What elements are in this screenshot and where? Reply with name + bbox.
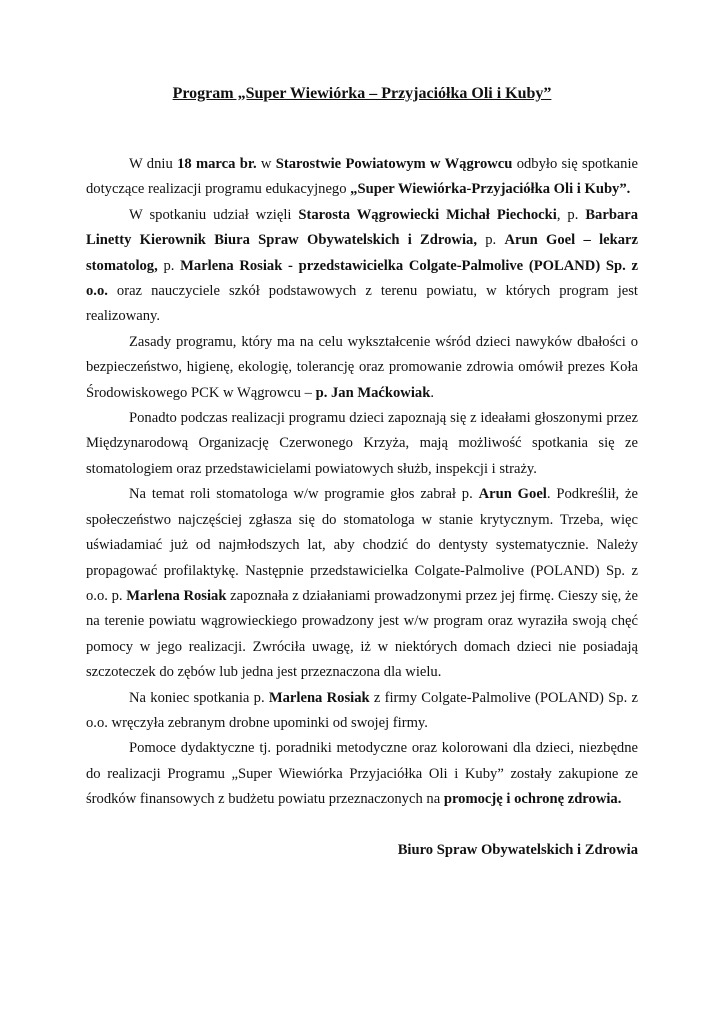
paragraph-participants <box>86 203 638 330</box>
text-run: Zasady programu, który ma na celu wykształcenie wśród dzieci nawyków dbałości o bezpieczeństwo, higienę, ekologię, tolerancję oraz promowanie zdrowia omówił prezes Koła Środowiskowego PCK w Wągrowcu – <box>86 333 638 401</box>
paragraph-dentist-speech <box>86 482 638 685</box>
bold-text-run: Starosta Wągrowiecki Michał Piechocki <box>298 206 557 223</box>
bold-text-run: p. Jan Maćkowiak <box>315 384 431 401</box>
document-title: Program „Super Wiewiórka – Przyjaciółka Oli i Kuby” <box>172 85 552 102</box>
text-run: z firmy Colgate-Palmolive (POLAND) Sp. z o.o. wręczyła zebranym drobne upominki od swojej firmy. <box>86 689 638 731</box>
bold-text-run: Marlena Rosiak <box>126 587 227 604</box>
paragraph-gifts <box>86 686 638 737</box>
bold-text-run: promocję i ochronę zdrowia. <box>443 791 622 808</box>
text-run: Ponadto podczas realizacji programu dzieci zapoznają się z ideałami głoszonymi przez Międzynarodową Organizację Czerwonego Krzyża, mają możliwość spotkania się ze stomatologiem oraz przedstawicielami powiatowych służb, inspekcji i straży. <box>86 410 638 477</box>
document-page <box>86 84 638 861</box>
text-run: Pomoce dydaktyczne tj. poradniki metodyczne oraz kolorowani dla dzieci, niezbędne do realizacji Programu „Super Wiewiórka Przyjaciółka Oli i Kuby” zostały zakupione ze środków finansowych z budżetu powiatu przeznaczonych na <box>86 740 638 808</box>
paragraph-red-cross <box>86 406 638 482</box>
text-run: zapoznała z działaniami prowadzonymi przez jej firmę. Cieszy się, że na terenie powiatu wągrowieckiego prowadzony jest w/w program oraz wyraziła swoją chęć pomocy w jego realizacji. Zwróciła uwagę, iż w niektórych domach dzieci nie posiadają szczoteczek do zębów lub jedna jest przeznaczona dla wielu. <box>86 587 638 681</box>
text-run: oraz nauczyciele szkół podstawowych z terenu powiatu, w których program jest realizowany. <box>86 283 638 325</box>
bold-text-run: Starostwie Powiatowym w Wągrowcu <box>275 156 513 172</box>
text-run: W dniu <box>129 156 178 172</box>
text-run: , p. <box>556 206 586 223</box>
bold-text-run: Marlena Rosiak - przedstawicielka Colgate-Palmolive (POLAND) Sp. z o.o. <box>86 257 638 300</box>
text-run: w <box>256 156 276 172</box>
signature: Biuro Spraw Obywatelskich i Zdrowia <box>397 841 638 858</box>
text-run: p. <box>476 232 505 249</box>
text-run: odbyło się spotkanie dotyczące realizacji programu edukacyjnego <box>86 156 638 198</box>
text-run: . Podkreślił, że społeczeństwo najczęściej zgłasza się do stomatologa w stanie krytycznym. Trzeba, więc uświadamiać już od najmłodszych lat, aby chodzić do dentysty systematycznie. Należy propagować profilaktykę. Następnie przedstawicielka Colgate-Palmolive (POLAND) Sp. z o.o. p. <box>86 486 638 604</box>
bold-text-run: „Super Wiewiórka-Przyjaciółka Oli i Kuby”. <box>350 181 631 198</box>
paragraph-program-rules <box>86 330 638 406</box>
bold-text-run: 18 marca br. <box>177 156 257 172</box>
paragraph-teaching-aids <box>86 736 638 812</box>
bold-text-run: Arun Goel <box>478 486 547 503</box>
text-run: . <box>430 384 434 401</box>
bold-text-run: Arun Goel – lekarz stomatolog, <box>86 232 638 274</box>
text-run: Na temat roli stomatologa w/w programie głos zabrał p. <box>129 486 479 503</box>
text-run: Na koniec spotkania p. <box>129 689 269 706</box>
text-run: W spotkaniu udział wzięli <box>129 206 299 223</box>
document-body <box>86 152 638 813</box>
text-run: p. <box>157 257 181 274</box>
paragraph-meeting-intro <box>86 152 638 203</box>
bold-text-run: Marlena Rosiak <box>268 689 370 706</box>
bold-text-run: Barbara Linetty Kierownik Biura Spraw Obywatelskich i Zdrowia, <box>86 206 639 249</box>
